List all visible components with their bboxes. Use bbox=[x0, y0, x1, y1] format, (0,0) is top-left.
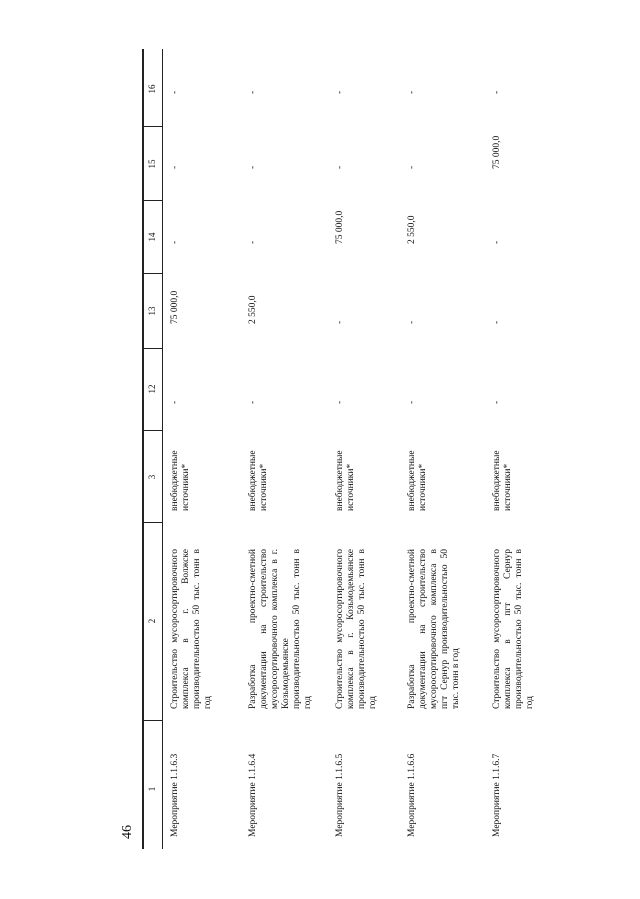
header-bottom-border bbox=[162, 49, 163, 849]
value-col-13: 75 000,0 bbox=[170, 290, 180, 324]
column-divider bbox=[142, 348, 162, 349]
column-header: 3 bbox=[147, 474, 157, 480]
value-col-12: - bbox=[407, 400, 417, 404]
column-header: 16 bbox=[147, 84, 157, 94]
column-divider bbox=[142, 430, 162, 431]
value-col-15: - bbox=[170, 165, 180, 169]
column-divider bbox=[142, 522, 162, 523]
value-col-14: 75 000,0 bbox=[335, 210, 345, 244]
measure-description: Строительство мусоросортировочного комплекса в г. Козьмодемьянске производительностью 50 тыс. тонн в год bbox=[335, 549, 378, 709]
value-col-14: - bbox=[248, 240, 258, 244]
column-header: 1 bbox=[147, 786, 157, 792]
funding-source: внебюджетные источники* bbox=[248, 450, 269, 511]
value-col-15: - bbox=[335, 165, 345, 169]
value-col-15: - bbox=[248, 165, 258, 169]
funding-source: внебюджетные источники* bbox=[492, 450, 513, 511]
column-divider bbox=[142, 273, 162, 274]
measure-id: Мероприятие 1.1.6.6 bbox=[407, 753, 417, 837]
measure-description: Строительство мусоросортировочного комплекса в г. Волжске производительностью 50 тыс. тонн в год bbox=[170, 549, 213, 709]
column-header: 12 bbox=[147, 384, 157, 394]
measure-id: Мероприятие 1.1.6.7 bbox=[492, 753, 502, 837]
funding-source: внебюджетные источники* bbox=[407, 450, 428, 511]
measure-description: Строительство мусоросортировочного комплекса в пгт Сернур производительностью 50 тыс. тонн в год bbox=[492, 549, 535, 709]
value-col-15: - bbox=[407, 165, 417, 169]
value-col-13: - bbox=[492, 320, 502, 324]
value-col-15: 75 000,0 bbox=[492, 135, 502, 169]
column-divider bbox=[142, 200, 162, 201]
value-col-14: 2 550,0 bbox=[407, 215, 417, 244]
value-col-12: - bbox=[170, 400, 180, 404]
column-divider bbox=[142, 126, 162, 127]
column-header: 15 bbox=[147, 159, 157, 169]
measure-id: Мероприятие 1.1.6.3 bbox=[170, 753, 180, 837]
column-header: 13 bbox=[147, 306, 157, 316]
page-number: 46 bbox=[120, 825, 135, 839]
measure-description: Разработка проектно-сметной документации на строительство мусоросортировочного комплекса в пгт Сернур производительностью 50 тыс. тонн в год bbox=[407, 549, 461, 709]
funding-source: внебюджетные источники* bbox=[170, 450, 191, 511]
value-col-12: - bbox=[248, 400, 258, 404]
value-col-12: - bbox=[335, 400, 345, 404]
column-header: 2 bbox=[147, 618, 157, 624]
value-col-16: - bbox=[335, 90, 345, 94]
measure-id: Мероприятие 1.1.6.4 bbox=[248, 753, 258, 837]
funding-source: внебюджетные источники* bbox=[335, 450, 356, 511]
value-col-12: - bbox=[492, 400, 502, 404]
column-divider bbox=[142, 720, 162, 721]
value-col-13: - bbox=[335, 320, 345, 324]
value-col-16: - bbox=[407, 90, 417, 94]
rotated-table-sheet bbox=[120, 49, 640, 849]
measure-description: Разработка проектно-сметной документации на строительство мусоросортировочного комплекса в г. Козьмодемьянске производительностью 50 тыс. тонн в год bbox=[248, 549, 313, 709]
value-col-16: - bbox=[248, 90, 258, 94]
value-col-16: - bbox=[492, 90, 502, 94]
table-top-border bbox=[142, 49, 144, 849]
value-col-13: 2 550,0 bbox=[248, 295, 258, 324]
value-col-16: - bbox=[170, 90, 180, 94]
column-header: 14 bbox=[147, 232, 157, 242]
value-col-14: - bbox=[170, 240, 180, 244]
measure-id: Мероприятие 1.1.6.5 bbox=[335, 753, 345, 837]
value-col-14: - bbox=[492, 240, 502, 244]
value-col-13: - bbox=[407, 320, 417, 324]
